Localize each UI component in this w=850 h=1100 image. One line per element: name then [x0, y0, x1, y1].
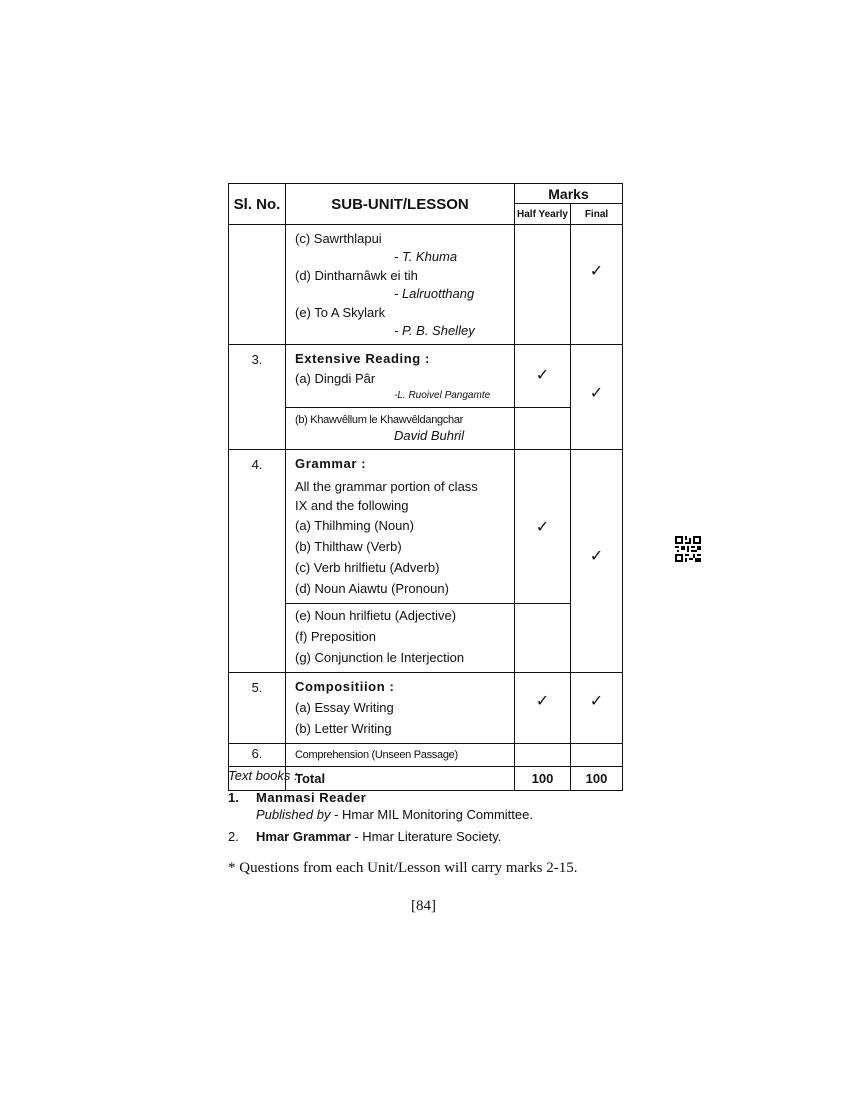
- grammar-b: (b) Thilthaw (Verb): [295, 539, 402, 554]
- textbook-1-number: 1.: [228, 790, 239, 805]
- total-label: Total: [286, 767, 515, 791]
- table-row: [229, 225, 623, 345]
- lesson-b: (b) Khawvêllum le Khawvêldangchar: [295, 414, 464, 426]
- half-yearly-cell: [515, 744, 571, 767]
- total-final: 100: [571, 767, 623, 791]
- lesson-cell: [286, 345, 515, 408]
- lesson-cell: [286, 225, 515, 345]
- final-cell: [571, 225, 623, 345]
- lesson-cell: [286, 450, 515, 604]
- total-half-yearly: 100: [515, 767, 571, 791]
- header-marks: Marks: [515, 184, 623, 204]
- textbook-2-number: 2.: [228, 829, 239, 844]
- final-cell: [571, 673, 623, 744]
- lesson-d: (d) Dintharnâwk ei tih: [295, 268, 418, 283]
- lesson-cell: [286, 604, 515, 673]
- final-cell: [571, 345, 623, 450]
- table-row: [229, 345, 623, 408]
- extensive-reading-heading: Extensive Reading :: [295, 351, 430, 366]
- lesson-a-author: -L. Ruoivel Pangamte: [394, 390, 491, 401]
- half-yearly-cell: [515, 225, 571, 345]
- textbook-2-entry: [256, 827, 501, 846]
- header-half-yearly: Half Yearly: [515, 204, 571, 225]
- grammar-heading: Grammar :: [295, 456, 367, 471]
- grammar-e: (e) Noun hrilfietu (Adjective): [295, 608, 457, 623]
- sl-cell: [229, 225, 286, 345]
- grammar-a: (a) Thilhming (Noun): [295, 518, 414, 533]
- lesson-c-author: - T. Khuma: [394, 249, 458, 264]
- half-yearly-cell: [515, 345, 571, 408]
- check-mark-icon: ✓: [589, 263, 604, 280]
- lesson-e-author: - P. B. Shelley: [394, 323, 475, 338]
- header-sl-no: Sl. No.: [229, 184, 286, 225]
- lesson-cell: [286, 673, 515, 744]
- table-row: [229, 673, 623, 744]
- composition-heading: Compositiion :: [295, 679, 395, 694]
- header-sub-unit: SUB-UNIT/LESSON: [286, 184, 515, 225]
- check-mark-icon: ✓: [535, 693, 550, 710]
- textbook-1-title: Manmasi Reader: [256, 790, 367, 805]
- check-mark-icon: ✓: [589, 385, 604, 402]
- lesson-a: (a) Dingdi Pâr: [295, 371, 376, 386]
- half-yearly-cell: [515, 450, 571, 604]
- half-yearly-cell: [515, 408, 571, 450]
- lesson-c: (c) Sawrthlapui: [295, 231, 382, 246]
- lesson-b-author: David Buhril: [394, 428, 465, 443]
- textbooks-label: Text books :: [228, 768, 298, 783]
- final-cell: [571, 450, 623, 673]
- textbook-2-publisher: - Hmar Literature Society.: [350, 829, 502, 844]
- check-mark-icon: ✓: [535, 518, 550, 536]
- textbook-2-title: Hmar Grammar: [256, 829, 351, 844]
- lesson-cell: [286, 408, 515, 450]
- sl-cell: 4.: [229, 450, 286, 673]
- grammar-intro-1: All the grammar portion of class: [295, 479, 478, 494]
- sl-cell: 3.: [229, 345, 286, 450]
- grammar-c: (c) Verb hrilfietu (Adverb): [295, 560, 440, 575]
- textbook-1-publisher: [256, 805, 533, 824]
- marks-note: * Questions from each Unit/Lesson will carry marks 2-15.: [228, 860, 578, 876]
- half-yearly-cell: [515, 604, 571, 673]
- composition-a: (a) Essay Writing: [295, 700, 394, 715]
- half-yearly-cell: [515, 673, 571, 744]
- check-mark-icon: ✓: [535, 367, 550, 384]
- composition-b: (b) Letter Writing: [295, 721, 392, 736]
- header-final: Final: [571, 204, 623, 225]
- page-number: [84]: [411, 898, 436, 914]
- table-row: [229, 604, 623, 673]
- grammar-intro-2: IX and the following: [295, 498, 409, 513]
- check-mark-icon: ✓: [589, 548, 604, 565]
- sl-cell: 6.: [229, 744, 286, 767]
- sl-cell: 5.: [229, 673, 286, 744]
- check-mark-icon: ✓: [589, 693, 604, 710]
- qr-code-icon: [675, 536, 701, 562]
- syllabus-table: [228, 183, 623, 791]
- comprehension-label: Comprehension (Unseen Passage): [295, 749, 458, 761]
- publisher-name: - Hmar MIL Monitoring Committee.: [330, 807, 533, 822]
- table-row: [229, 408, 623, 450]
- table-row: [229, 744, 623, 767]
- grammar-f: (f) Preposition: [295, 629, 376, 644]
- grammar-d: (d) Noun Aiawtu (Pronoun): [295, 581, 449, 596]
- published-by-label: Published by: [256, 807, 331, 822]
- lesson-e: (e) To A Skylark: [295, 305, 386, 320]
- table-row: [229, 450, 623, 604]
- grammar-g: (g) Conjunction le Interjection: [295, 650, 465, 665]
- final-cell: [571, 744, 623, 767]
- lesson-cell: [286, 744, 515, 767]
- lesson-d-author: - Lalruotthang: [394, 286, 475, 301]
